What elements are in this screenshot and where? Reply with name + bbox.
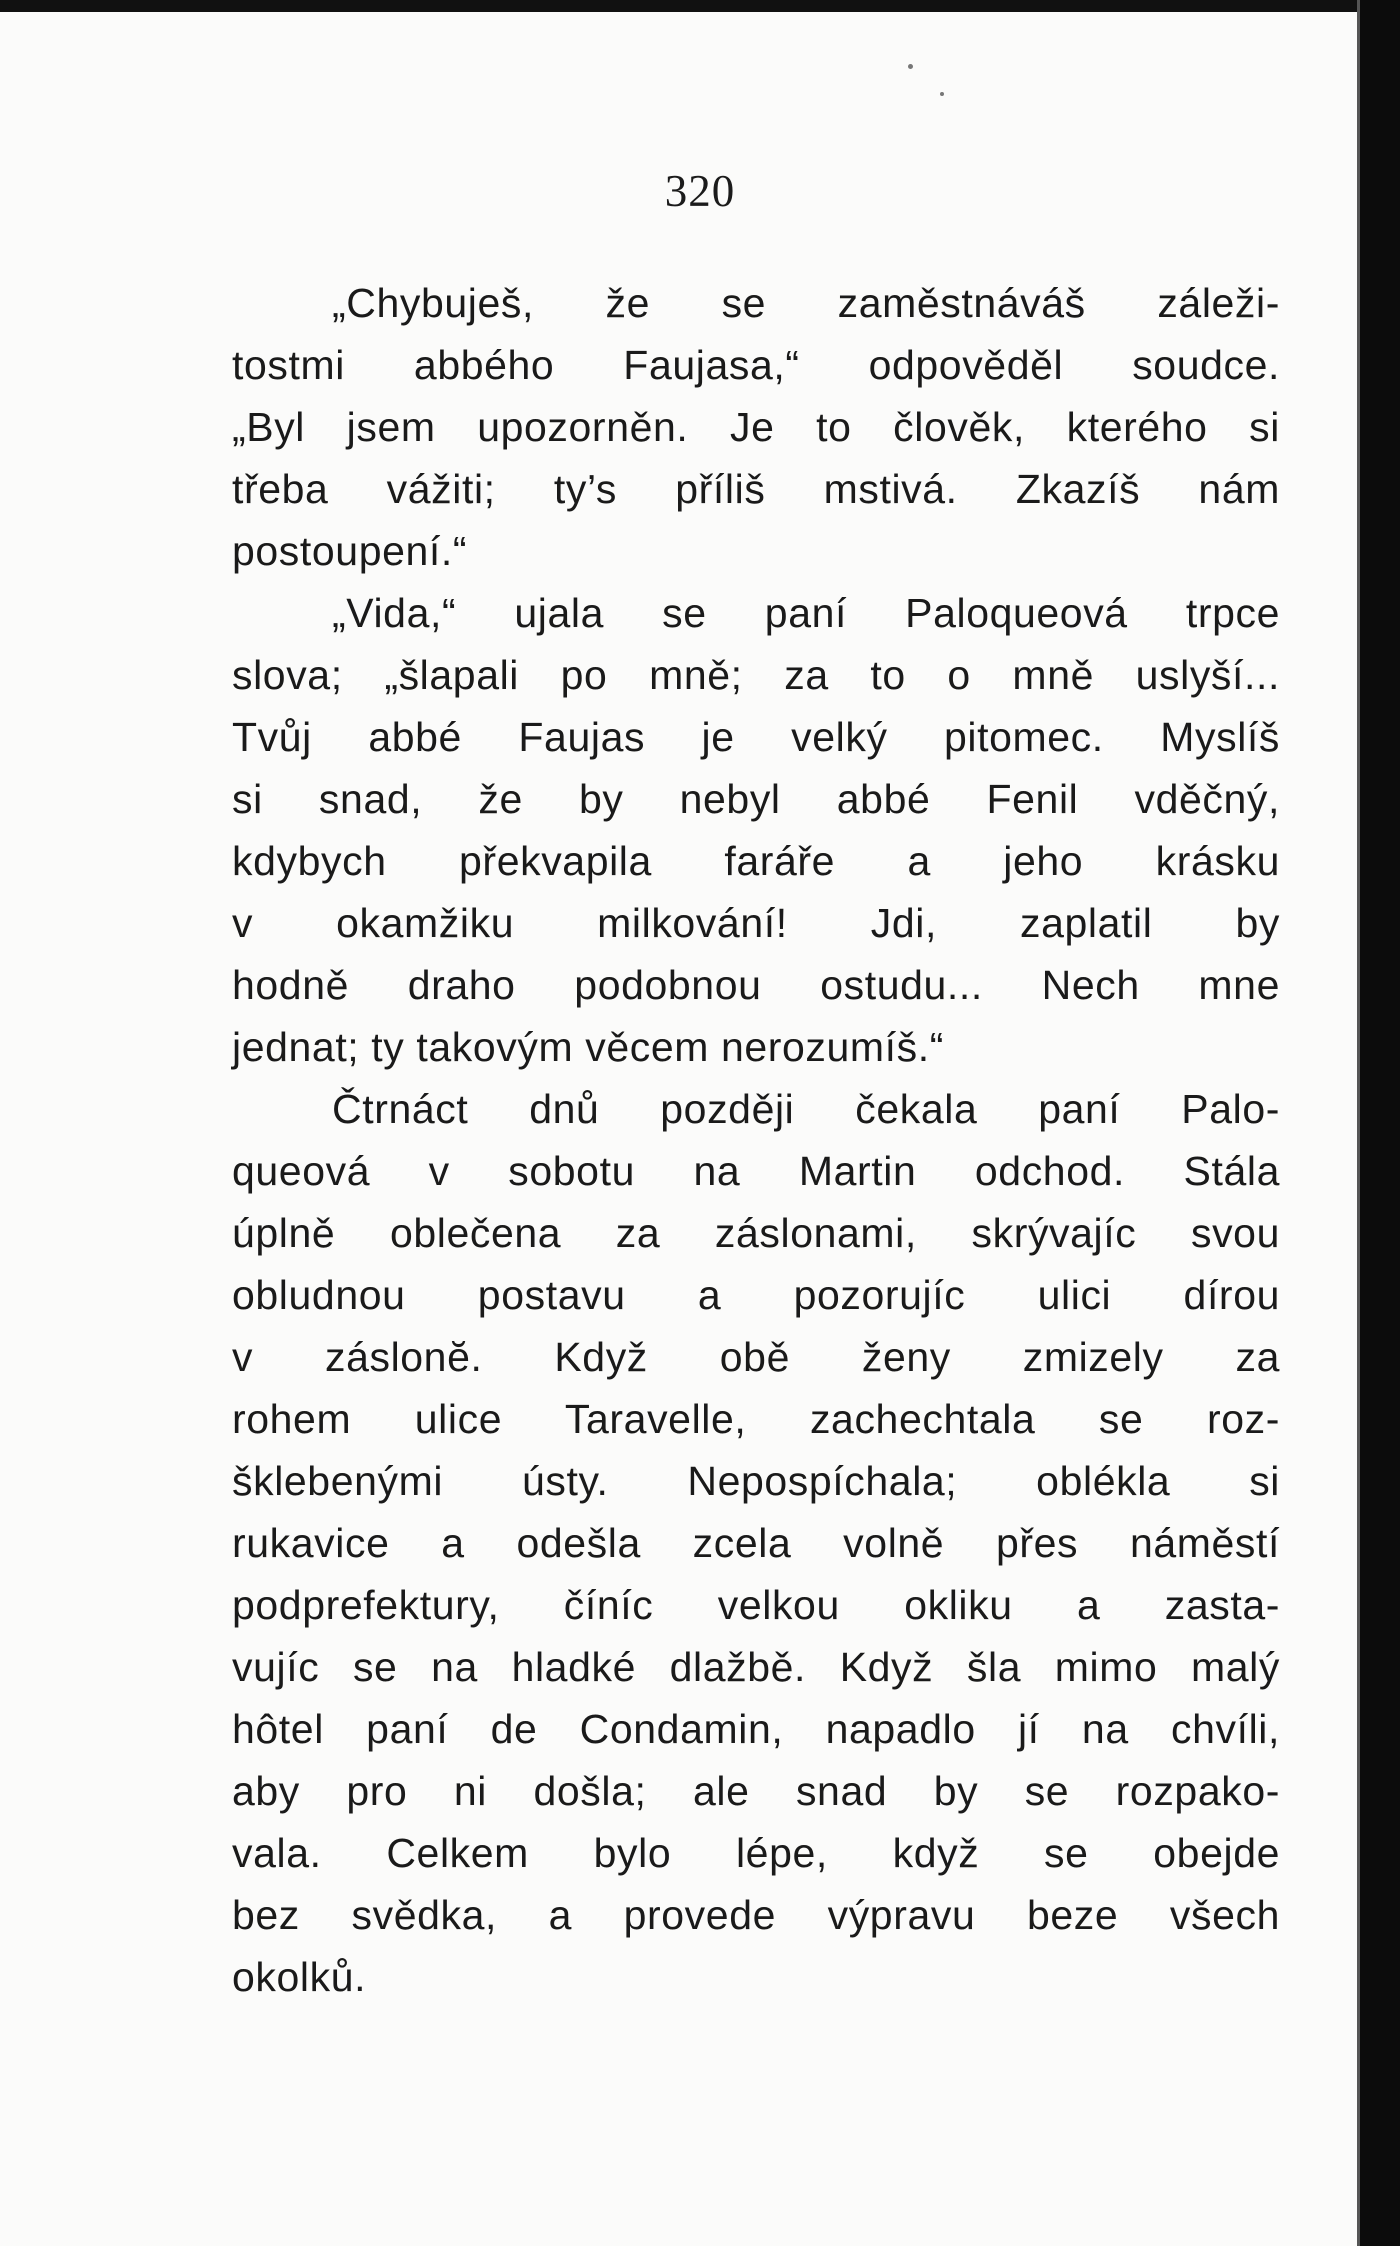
scan-speck [908,64,913,69]
text-line: kdybych překvapila faráře a jeho krásku [232,838,1280,884]
text-line: „Chybuješ, že se zaměstnáváš záleži- [332,280,1280,326]
text-line: „Byl jsem upozorněn. Je to člověk, kterého si [232,404,1280,450]
text-line: postoupení.“ [232,528,468,574]
text-line: podprefektury, číníc velkou okliku a zasta- [232,1582,1280,1628]
text-line: si snad, že by nebyl abbé Fenil vděčný, [232,776,1280,822]
body-text [232,272,1280,2008]
text-line: hôtel paní de Condamin, napadlo jí na chvíli, [232,1706,1280,1752]
text-line: bez svědka, a provede výpravu beze všech [232,1892,1280,1938]
text-line: v okamžiku milkování! Jdi, zaplatil by [232,900,1280,946]
text-line: rohem ulice Taravelle, zachechtala se roz- [232,1396,1280,1442]
text-line: třeba vážiti; ty’s příliš mstivá. Zkazíš nám [232,466,1280,512]
scan-edge-top [0,0,1400,12]
scan-edge-right [1360,0,1400,2246]
text-line: „Vida,“ ujala se paní Paloqueová trpce [332,590,1280,636]
page-number: 320 [664,166,736,216]
text-line: vala. Celkem bylo lépe, když se obejde [232,1830,1280,1876]
text-line: obludnou postavu a pozorujíc ulici dírou [232,1272,1280,1318]
text-line: queová v sobotu na Martin odchod. Stála [232,1148,1280,1194]
text-line: tostmi abbého Faujasa,“ odpověděl soudce. [232,342,1280,388]
text-line: šklebenými ústy. Nepospíchala; oblékla si [232,1458,1280,1504]
scan-speck [940,92,944,96]
text-line: vujíc se na hladké dlažbě. Když šla mimo malý [232,1644,1280,1690]
text-line: Čtrnáct dnů později čekala paní Palo- [332,1086,1280,1132]
text-line: Tvůj abbé Faujas je velký pitomec. Myslíš [232,714,1280,760]
text-line: úplně oblečena za záslonami, skrývajíc svou [232,1210,1280,1256]
text-line: hodně draho podobnou ostudu... Nech mne [232,962,1280,1008]
text-line: slova; „šlapali po mně; za to o mně uslyší... [232,652,1280,698]
text-line: okolků. [232,1954,367,2000]
text-line: jednat; ty takovým věcem nerozumíš.“ [232,1024,945,1070]
text-line: aby pro ni došla; ale snad by se rozpako- [232,1768,1280,1814]
text-line: v záslonĕ. Když obě ženy zmizely za [232,1334,1280,1380]
text-line: rukavice a odešla zcela volně přes náměstí [232,1520,1280,1566]
